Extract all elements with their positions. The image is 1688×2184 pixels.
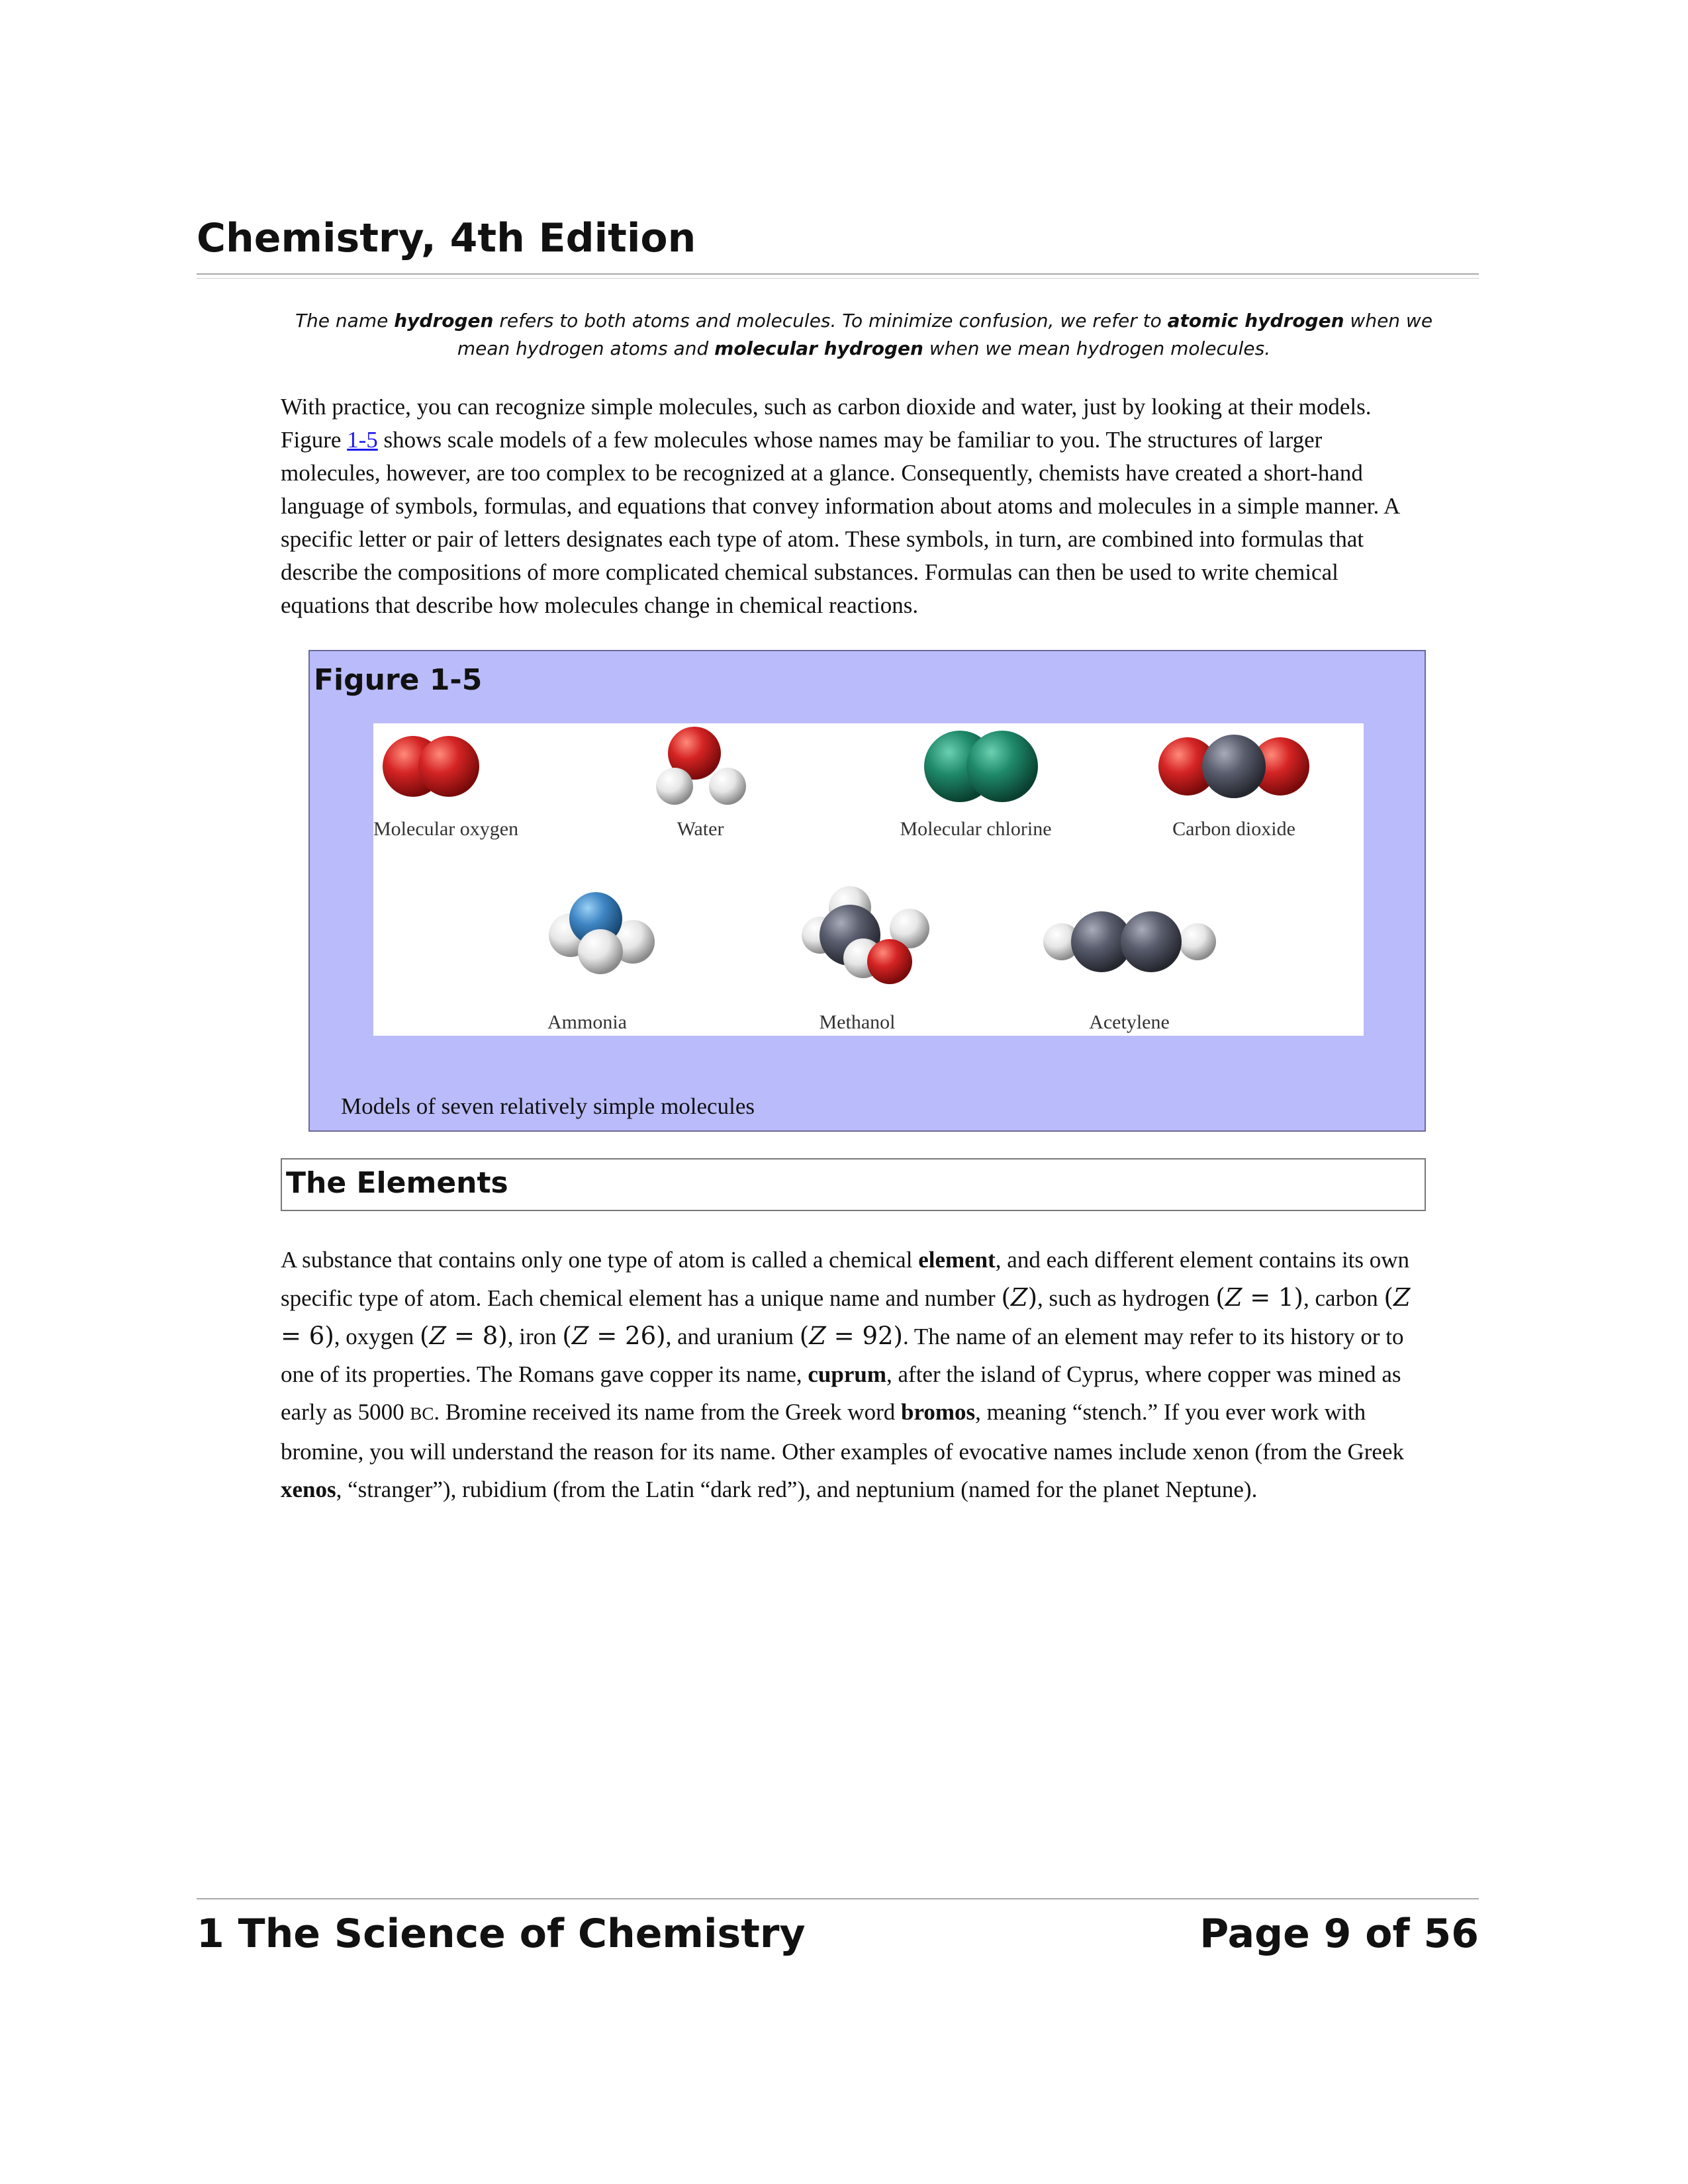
elements-paragraph: A substance that contains only one type of atom is called a chemical element, and each different element contains its own specific type of atom. Each chemical element has a unique name and number (Z), such as hydrogen (Z = 1), carbon (Z = 6), oxygen (Z = 8), iron (Z = 26), and uranium (Z = 92). The name of an element may refer to its history or to one of its properties. The Romans gave copper its name, cuprum, after the island of Cyprus, where copper was mined as early as 5000 BC. Bromine received its name from the Greek word bromos, meaning “stench.” If you ever work with bromine, you will understand the reason for its name. Other examples of evocative names include xenon (from the Greek xenos, “stranger”), rubidium (from the Latin “dark red”), and neptunium (named for the planet Neptune). (281, 1247, 1411, 1502)
footer-rule (197, 1898, 1479, 1899)
figure-caption: Models of seven relatively simple molecules (341, 1093, 755, 1119)
hydrogen-note: The name hydrogen refers to both atoms and molecules. To minimize confusion, we refer to atomic hydrogen when we mean hydrogen atoms and molecular hydrogen when we mean hydrogen molecules. (295, 310, 1433, 359)
molecule-label: Molecular chlorine (900, 818, 1052, 840)
chapter-title: 1 The Science of Chemistry (197, 1911, 806, 1957)
molecule-label: Molecular oxygen (373, 818, 519, 840)
methanol-model (802, 886, 929, 984)
header-rule-thin (197, 278, 1479, 279)
header-rule (197, 273, 1479, 275)
math-hydrogen: (Z = 1) (1215, 1283, 1303, 1312)
molecule-label: Carbon dioxide (1172, 818, 1295, 840)
section-title: The Elements (286, 1166, 508, 1200)
ammonia-model (549, 892, 655, 974)
page-number: Page 9 of 56 (1199, 1911, 1479, 1957)
figure-link[interactable]: 1-5 (347, 427, 378, 453)
molecule-models-image (373, 723, 1364, 1036)
molecule-label: Acetylene (1089, 1011, 1170, 1033)
book-title: Chemistry, 4th Edition (197, 215, 696, 261)
molecular-oxygen-model (383, 736, 479, 797)
intro-paragraph: With practice, you can recognize simple molecules, such as carbon dioxide and water, just by looking at their models. Figure 1-5 shows scale models of a few molecules whose names may be familiar to you. The structures of larger molecules, however, are too complex to be recognized at a glance. Consequently, chemists have created a short-hand language of symbols, formulas, and equations that convey information about atoms and molecules in a simple manner. A specific letter or pair of letters designates each type of atom. These symbols, in turn, are combined into formulas that describe the compositions of more complicated chemical substances. Formulas can then be used to write chemical equations that describe how molecules change in chemical reactions. (281, 394, 1399, 618)
math-uranium: (Z = 92) (799, 1322, 903, 1350)
math-z: (Z) (1001, 1283, 1038, 1312)
math-oxygen: (Z = 8) (420, 1322, 508, 1350)
molecular-chlorine-model (924, 731, 1038, 802)
water-model (656, 727, 746, 805)
molecule-label: Water (677, 818, 724, 840)
acetylene-model (1043, 911, 1216, 972)
math-carbon: (Z = 6) (281, 1283, 1411, 1350)
math-iron: (Z = 26) (562, 1322, 666, 1350)
molecule-label: Methanol (819, 1011, 896, 1033)
carbon-dioxide-model (1158, 735, 1309, 798)
figure-title: Figure 1-5 (314, 663, 483, 697)
molecule-label: Ammonia (547, 1011, 627, 1033)
molecule-models-svg (373, 723, 1364, 1036)
